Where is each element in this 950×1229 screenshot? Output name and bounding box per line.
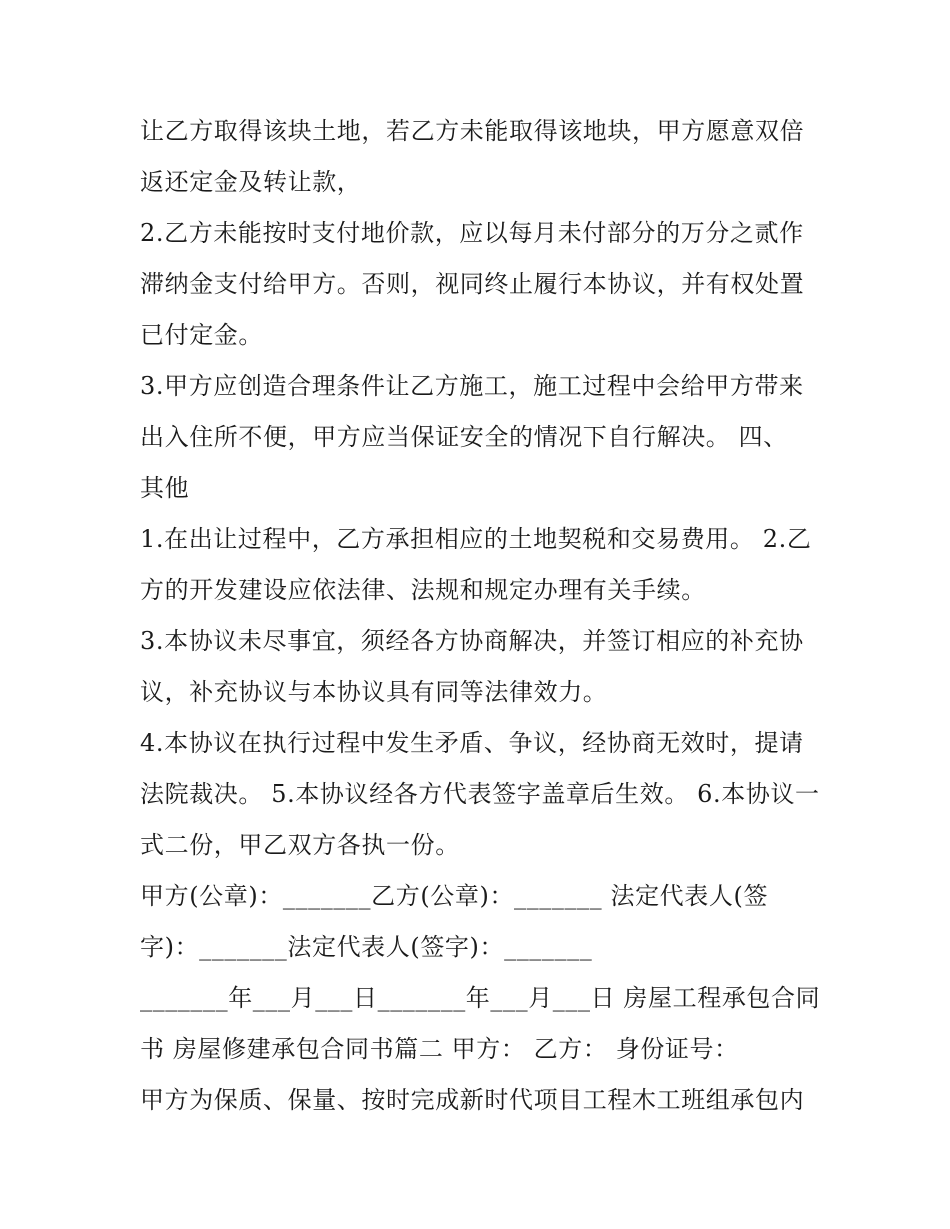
text-line: 议，补充协议与本协议具有同等法律效力。 xyxy=(140,678,608,706)
text-line: 书 房屋修建承包合同书篇二 甲方： 乙方： 身份证号： xyxy=(140,1035,739,1063)
text-line: 返还定金及转让款， xyxy=(140,168,362,196)
date-line: _______年___月___日_______年___月___日 房屋工程承包合同 xyxy=(140,984,821,1012)
text-line: 甲方为保质、保量、按时完成新时代项目工程木工班组承包内 xyxy=(140,1086,805,1114)
text-line: 1.在出让过程中，乙方承担相应的土地契税和交易费用。 2.乙 xyxy=(140,525,812,553)
text-line: 法院裁决。 5.本协议经各方代表签字盖章后生效。 6.本协议一 xyxy=(140,780,820,808)
text-line: 其他 xyxy=(140,474,190,502)
text-line: 式二份，甲乙双方各执一份。 xyxy=(140,831,460,859)
text-line: 2.乙方未能按时支付地价款，应以每月未付部分的万分之贰作 xyxy=(140,219,804,247)
text-line: 3.本协议未尽事宜，须经各方协商解决，并签订相应的补充协 xyxy=(140,627,804,655)
document-body xyxy=(140,106,820,1126)
text-line: 方的开发建设应依法律、法规和规定办理有关手续。 xyxy=(140,576,706,604)
text-line: 出入住所不便，甲方应当保证安全的情况下自行解决。 四、 xyxy=(140,423,788,451)
text-line: 已付定金。 xyxy=(140,321,263,349)
signature-line: 甲方(公章)：_______乙方(公章)：_______ 法定代表人(签 xyxy=(140,882,769,910)
signature-line: 字)：_______法定代表人(签字)：_______ xyxy=(140,933,593,961)
text-line: 3.甲方应创造合理条件让乙方施工，施工过程中会给甲方带来 xyxy=(140,372,804,400)
text-line: 4.本协议在执行过程中发生矛盾、争议，经协商无效时，提请 xyxy=(140,729,804,757)
text-line: 让乙方取得该块土地，若乙方未能取得该地块，甲方愿意双倍 xyxy=(140,117,805,145)
text-line: 滞纳金支付给甲方。否则，视同终止履行本协议，并有权处置 xyxy=(140,270,805,298)
